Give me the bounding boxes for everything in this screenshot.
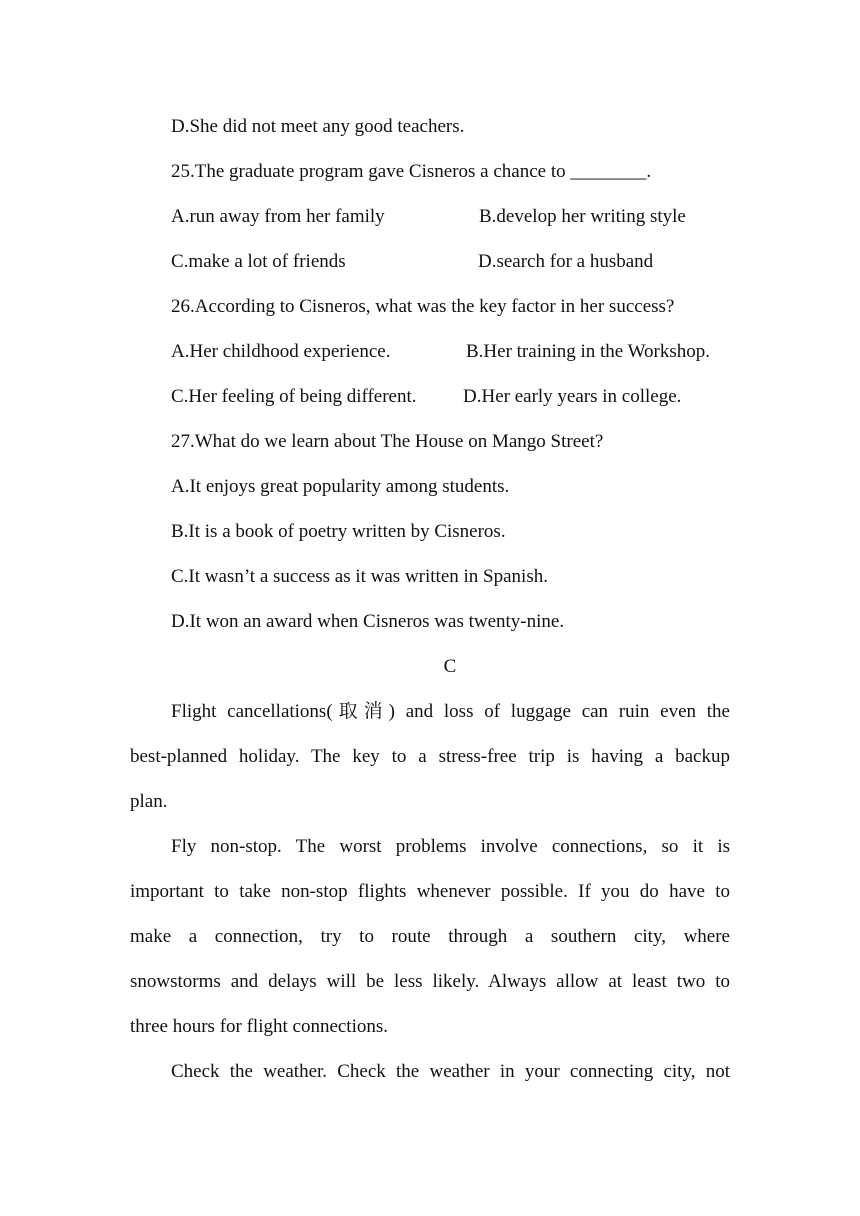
q27-option-c: C.It wasn’t a success as it was written in Spanish. [171, 566, 548, 587]
p3-line-1: Check the weather. Check the weather in your connecting city, not [171, 1061, 730, 1082]
q26-option-b: B.Her training in the Workshop. [466, 341, 711, 362]
q25-option-c: C.make a lot of friends [171, 251, 346, 272]
p2-line-2: important to take non-stop flights whenever possible. If you do have to [130, 881, 730, 902]
q25-option-b: B.develop her writing style [479, 206, 686, 227]
q26-option-c: C.Her feeling of being different. [171, 386, 417, 407]
p2-line-1: Fly non-stop. The worst problems involve connections, so it is [171, 836, 730, 857]
p2-line-3: make a connection, try to route through a southern city, where [130, 926, 730, 947]
p2-line-5: three hours for flight connections. [130, 1016, 389, 1037]
p1-line-2: best-planned holiday. The key to a stress-free trip is having a backup [130, 746, 730, 767]
q24-option-d: D.She did not meet any good teachers. [171, 116, 465, 137]
q27-question: 27.What do we learn about The House on Mango Street? [171, 431, 604, 452]
q27-option-b: B.It is a book of poetry written by Cisneros. [171, 521, 506, 542]
q27-option-d: D.It won an award when Cisneros was twenty-nine. [171, 611, 565, 632]
q26-option-d: D.Her early years in college. [463, 386, 682, 407]
section-c-heading: C [443, 656, 457, 677]
p2-line-4: snowstorms and delays will be less likely. Always allow at least two to [130, 971, 730, 992]
q25-option-d: D.search for a husband [478, 251, 654, 272]
q27-option-a: A.It enjoys great popularity among students. [171, 476, 510, 497]
p1-line-3: plan. [130, 791, 168, 812]
q26-option-a: A.Her childhood experience. [171, 341, 391, 362]
q26-question: 26.According to Cisneros, what was the key factor in her success? [171, 296, 675, 317]
q25-option-a: A.run away from her family [171, 206, 385, 227]
q25-question: 25.The graduate program gave Cisneros a chance to ________. [171, 161, 652, 182]
p1-line-1: Flight cancellations(取消) and loss of luggage can ruin even the [171, 701, 730, 722]
